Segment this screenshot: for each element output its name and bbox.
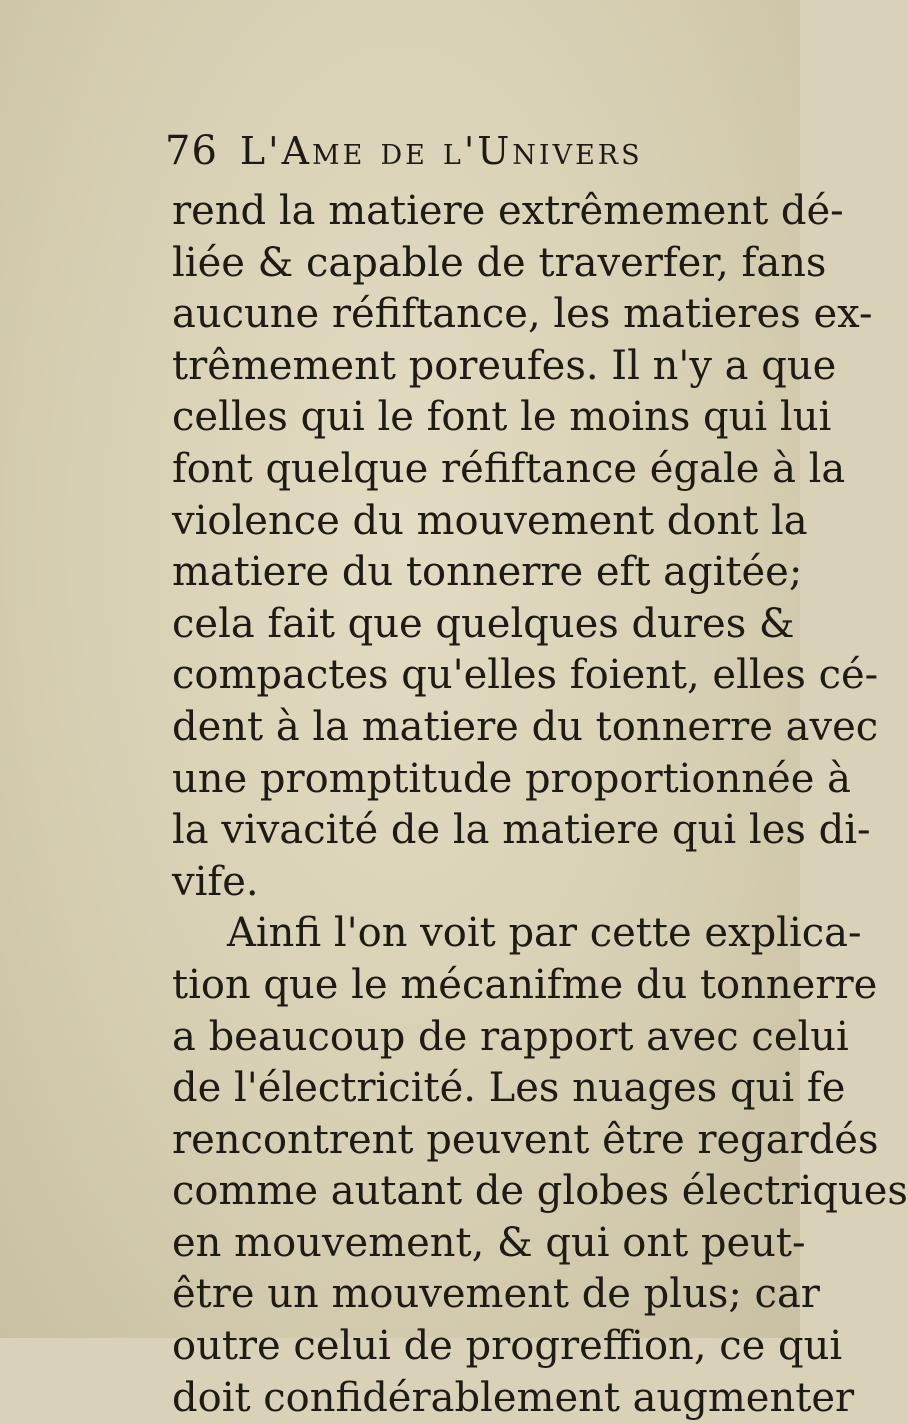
text-line: en mouvement, & qui ont peut- (172, 1219, 806, 1266)
text-line: la vivacité de la matiere qui les di- (172, 807, 871, 854)
text-line: dent à la matiere du tonnerre avec (172, 703, 879, 750)
text-line: tion que le mécanifme du tonnerre (172, 961, 878, 1008)
text-line: doit confidérablement augmenter (172, 1374, 855, 1421)
page-number: 76 (165, 128, 218, 174)
text-line: celles qui le font le moins qui lui (172, 394, 832, 441)
text-line: aucune réfiftance, les matieres ex- (172, 291, 873, 338)
text-line: Ainfi l'on voit par cette explica- (227, 910, 862, 957)
text-line: rencontrent peuvent être regardés (172, 1116, 879, 1163)
running-head: L'Ame de l'Univers (239, 129, 643, 173)
text-line: outre celui de progreffion, ce qui (172, 1323, 843, 1370)
text-line: cela fait que quelques dures & (172, 600, 795, 647)
text-line: rend la matiere extrêmement dé- (172, 188, 844, 234)
text-line: être un mouvement de plus; car (172, 1271, 820, 1318)
text-line: une promptitude proportionnée à (172, 755, 851, 802)
text-line: trêmement poreufes. Il n'y a que (172, 342, 837, 389)
text-line: matiere du tonnerre eft agitée; (172, 549, 803, 596)
page-header (165, 128, 725, 184)
text-line: compactes qu'elles foient, elles cé- (172, 652, 879, 699)
text-line: violence du mouvement dont la (172, 497, 808, 544)
text-line: vife. (172, 858, 259, 905)
text-line: de l'électricité. Les nuages qui fe (172, 1065, 846, 1112)
text-line: font quelque réfiftance égale à la (172, 445, 846, 492)
text-line: a beaucoup de rapport avec celui (172, 1013, 849, 1060)
body-text (172, 186, 908, 1424)
text-line: comme autant de globes électriques (172, 1168, 908, 1215)
text-line: liée & capable de traverfer, fans (172, 239, 827, 286)
